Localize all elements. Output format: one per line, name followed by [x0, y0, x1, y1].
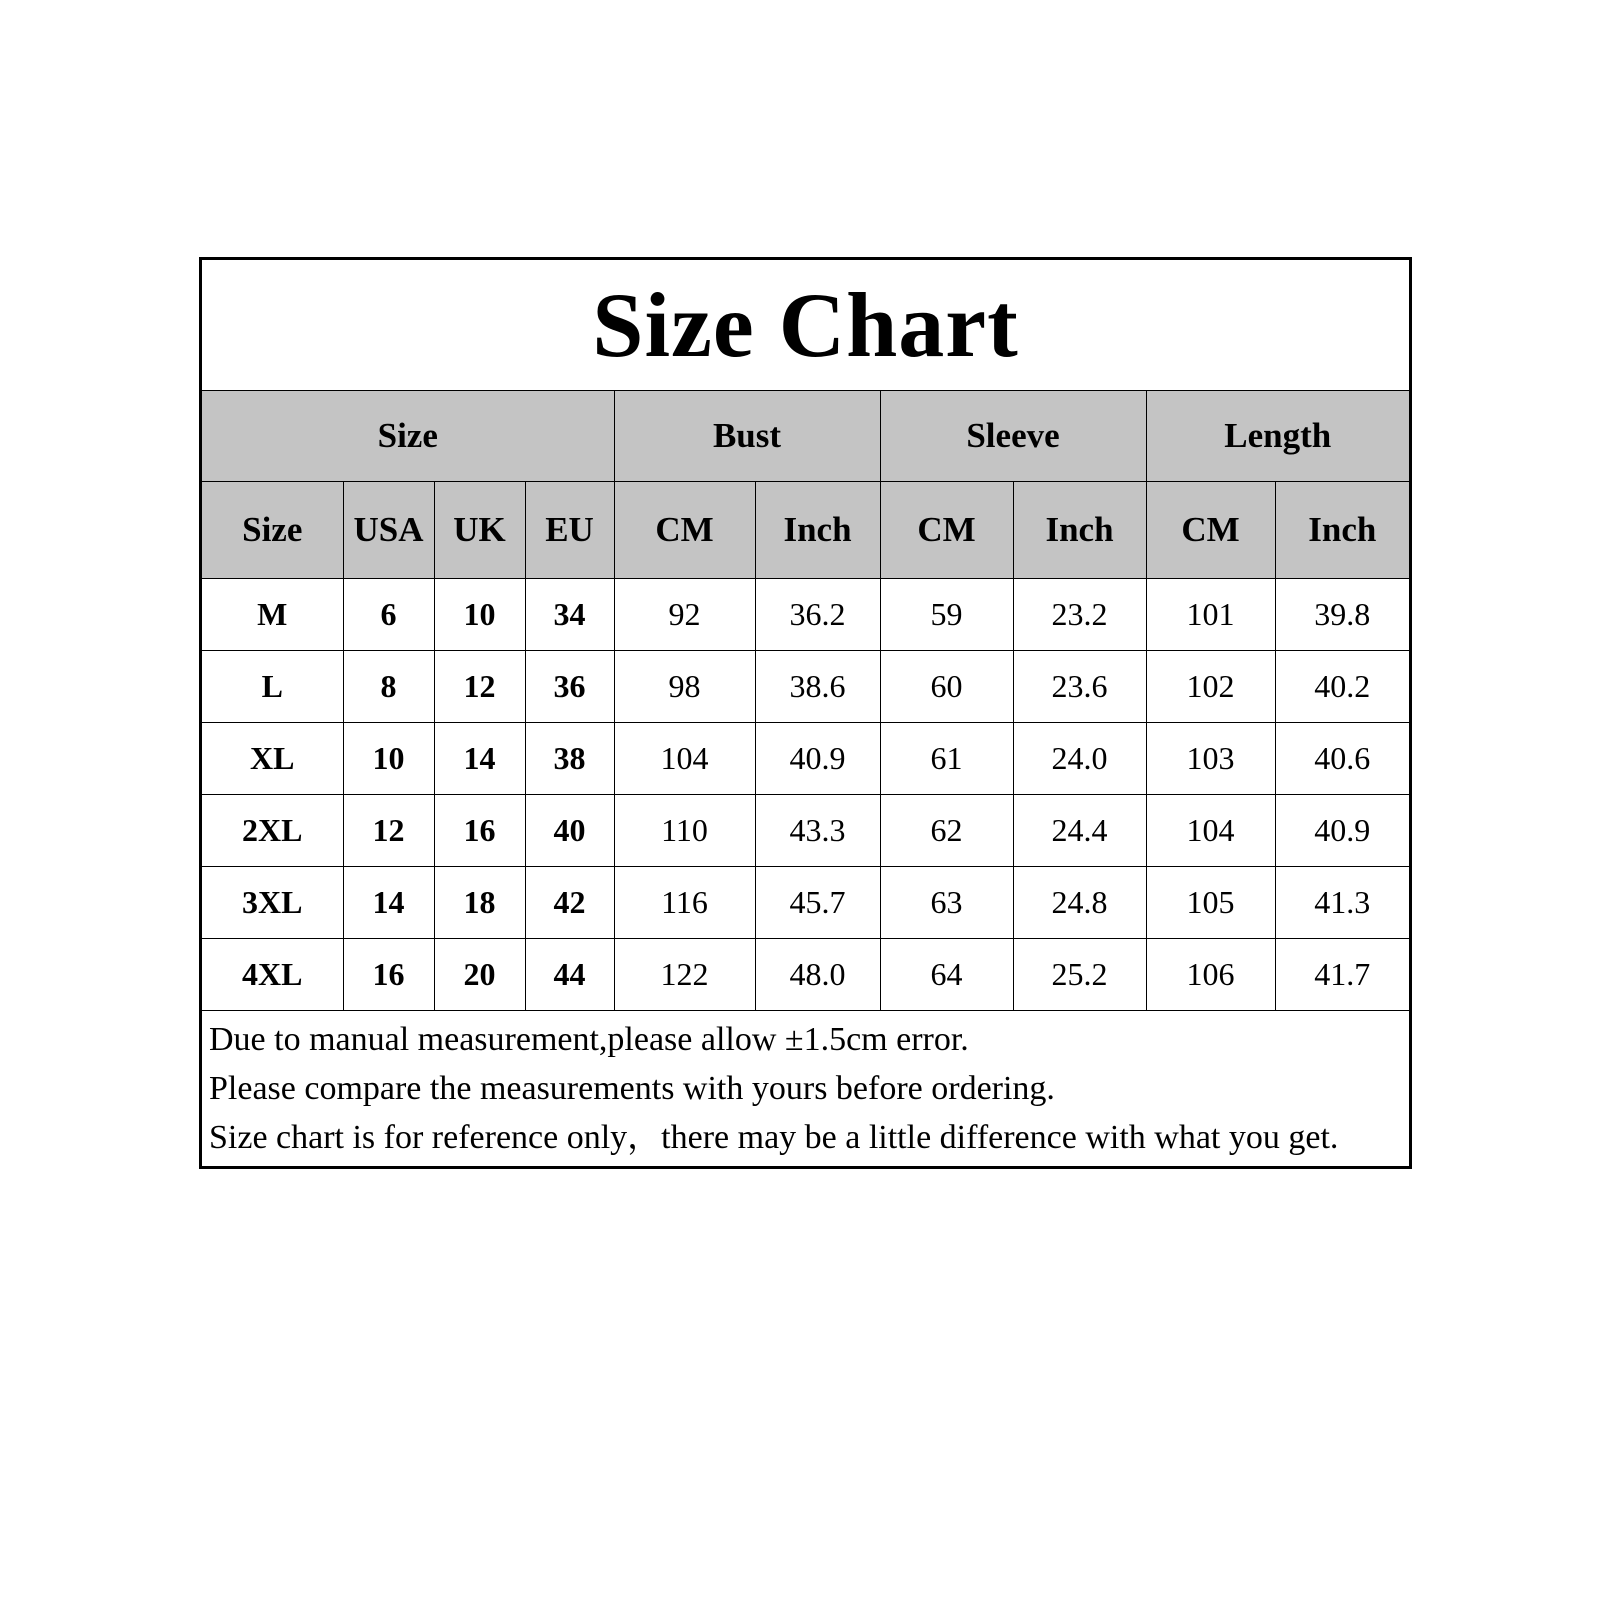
cell-length-inch: 40.9 — [1275, 795, 1409, 867]
cell-size: 2XL — [202, 795, 343, 867]
cell-size: 4XL — [202, 939, 343, 1011]
note-compare-measurements: Please compare the measurements with yours before ordering. — [209, 1070, 1055, 1107]
sub-header-uk: UK — [434, 482, 525, 579]
sub-header-row — [202, 482, 1409, 579]
group-header-bust: Bust — [614, 391, 880, 482]
cell-sleeve-cm: 61 — [880, 723, 1013, 795]
chart-title: Size Chart — [202, 260, 1409, 391]
cell-sleeve-inch: 23.2 — [1013, 579, 1146, 651]
cell-length-cm: 104 — [1146, 795, 1275, 867]
cell-bust-inch: 48.0 — [755, 939, 880, 1011]
cell-bust-inch: 36.2 — [755, 579, 880, 651]
cell-uk: 10 — [434, 579, 525, 651]
sub-header-bust-cm: CM — [614, 482, 755, 579]
cell-length-cm: 101 — [1146, 579, 1275, 651]
cell-uk: 16 — [434, 795, 525, 867]
cell-bust-cm: 110 — [614, 795, 755, 867]
table-row — [202, 939, 1409, 1011]
cell-usa: 10 — [343, 723, 434, 795]
cell-sleeve-cm: 59 — [880, 579, 1013, 651]
cell-length-cm: 103 — [1146, 723, 1275, 795]
cell-uk: 14 — [434, 723, 525, 795]
group-header-sleeve: Sleeve — [880, 391, 1146, 482]
cell-sleeve-cm: 62 — [880, 795, 1013, 867]
cell-length-inch: 39.8 — [1275, 579, 1409, 651]
notes — [202, 1011, 1409, 1167]
cell-size: 3XL — [202, 867, 343, 939]
sub-header-length-cm: CM — [1146, 482, 1275, 579]
table-row — [202, 579, 1409, 651]
cell-bust-inch: 40.9 — [755, 723, 880, 795]
cell-bust-cm: 104 — [614, 723, 755, 795]
cell-bust-cm: 98 — [614, 651, 755, 723]
sub-header-sleeve-inch: Inch — [1013, 482, 1146, 579]
cell-eu: 34 — [525, 579, 614, 651]
cell-usa: 16 — [343, 939, 434, 1011]
note-measurement-error: Due to manual measurement,please allow ±1.5cm error. — [209, 1021, 969, 1058]
cell-sleeve-inch: 24.0 — [1013, 723, 1146, 795]
cell-bust-cm: 92 — [614, 579, 755, 651]
sub-header-sleeve-cm: CM — [880, 482, 1013, 579]
table-row — [202, 867, 1409, 939]
cell-usa: 6 — [343, 579, 434, 651]
sub-header-usa: USA — [343, 482, 434, 579]
cell-sleeve-inch: 23.6 — [1013, 651, 1146, 723]
table-row — [202, 651, 1409, 723]
table-row — [202, 795, 1409, 867]
cell-sleeve-cm: 60 — [880, 651, 1013, 723]
size-chart — [199, 257, 1412, 1169]
cell-eu: 38 — [525, 723, 614, 795]
cell-size: M — [202, 579, 343, 651]
cell-sleeve-cm: 63 — [880, 867, 1013, 939]
cell-length-cm: 106 — [1146, 939, 1275, 1011]
cell-length-inch: 40.2 — [1275, 651, 1409, 723]
size-chart-table — [202, 260, 1409, 1166]
cell-bust-inch: 45.7 — [755, 867, 880, 939]
cell-length-cm: 102 — [1146, 651, 1275, 723]
cell-bust-cm: 122 — [614, 939, 755, 1011]
sub-header-bust-inch: Inch — [755, 482, 880, 579]
cell-bust-inch: 38.6 — [755, 651, 880, 723]
note-reference-only: Size chart is for reference only，there may be a little difference with what you get. — [209, 1119, 1339, 1156]
group-header-row — [202, 391, 1409, 482]
cell-length-cm: 105 — [1146, 867, 1275, 939]
cell-bust-cm: 116 — [614, 867, 755, 939]
cell-sleeve-inch: 24.4 — [1013, 795, 1146, 867]
cell-length-inch: 40.6 — [1275, 723, 1409, 795]
cell-bust-inch: 43.3 — [755, 795, 880, 867]
sub-header-eu: EU — [525, 482, 614, 579]
cell-sleeve-cm: 64 — [880, 939, 1013, 1011]
cell-sleeve-inch: 24.8 — [1013, 867, 1146, 939]
cell-usa: 8 — [343, 651, 434, 723]
cell-eu: 44 — [525, 939, 614, 1011]
sub-header-size: Size — [202, 482, 343, 579]
cell-size: XL — [202, 723, 343, 795]
cell-uk: 20 — [434, 939, 525, 1011]
cell-length-inch: 41.7 — [1275, 939, 1409, 1011]
cell-eu: 42 — [525, 867, 614, 939]
group-header-length: Length — [1146, 391, 1409, 482]
cell-usa: 14 — [343, 867, 434, 939]
cell-sleeve-inch: 25.2 — [1013, 939, 1146, 1011]
cell-usa: 12 — [343, 795, 434, 867]
group-header-size: Size — [202, 391, 614, 482]
table-row — [202, 723, 1409, 795]
cell-eu: 40 — [525, 795, 614, 867]
cell-eu: 36 — [525, 651, 614, 723]
cell-uk: 12 — [434, 651, 525, 723]
cell-length-inch: 41.3 — [1275, 867, 1409, 939]
sub-header-length-inch: Inch — [1275, 482, 1409, 579]
cell-size: L — [202, 651, 343, 723]
cell-uk: 18 — [434, 867, 525, 939]
